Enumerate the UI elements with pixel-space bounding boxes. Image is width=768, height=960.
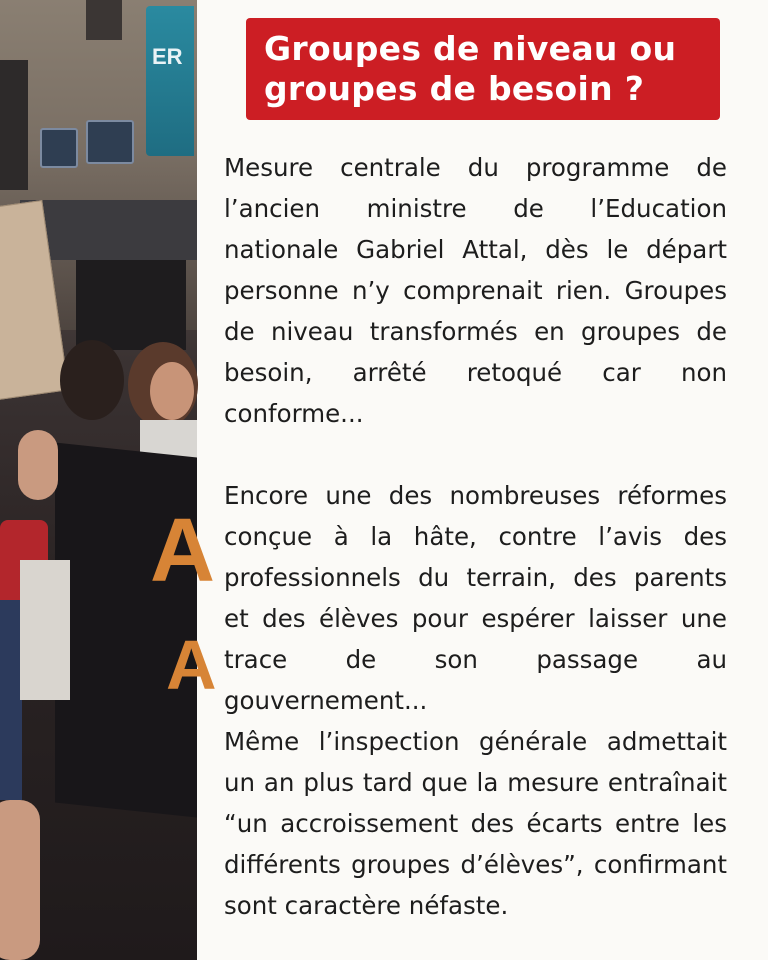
flag-letter: A bbox=[150, 501, 215, 601]
text-line: Mesure centrale du programme de bbox=[224, 153, 727, 182]
text-line: et des élèves pour espérer laisser une bbox=[224, 604, 727, 633]
title-banner bbox=[246, 18, 720, 120]
text-line: sont caractère néfaste. bbox=[224, 891, 509, 920]
text-line: personne n’y comprenait rien. Groupes bbox=[224, 276, 727, 305]
text-line: conçue à la hâte, contre l’avis des bbox=[224, 522, 727, 551]
text-line: un an plus tard que la mesure entraînait bbox=[224, 768, 727, 797]
protester-head bbox=[60, 340, 124, 420]
text-line: Même l’inspection générale admettait bbox=[224, 727, 727, 756]
text-line: conforme... bbox=[224, 399, 364, 428]
text-line: trace de son passage au bbox=[224, 645, 727, 674]
protester-face bbox=[150, 362, 194, 420]
building-window bbox=[86, 0, 122, 40]
protester-arm bbox=[0, 800, 40, 960]
paragraph-spacer bbox=[224, 434, 727, 475]
article-body bbox=[224, 147, 727, 926]
text-line: besoin, arrêté retoqué car non bbox=[224, 358, 727, 387]
title-line-2: groupes de besoin ? bbox=[264, 69, 645, 108]
text-line: Encore une des nombreuses réformes bbox=[224, 481, 727, 510]
paragraph-2 bbox=[224, 475, 727, 721]
shop-door bbox=[76, 260, 186, 350]
paragraph-1 bbox=[224, 147, 727, 434]
shop-sign bbox=[146, 6, 194, 156]
text-line: de niveau transformés en groupes de bbox=[224, 317, 727, 346]
shop-sign-text: ER bbox=[152, 44, 183, 69]
protester-arm bbox=[18, 430, 58, 500]
text-line: différents groupes d’élèves”, confirmant bbox=[224, 850, 727, 879]
text-line: professionnels du terrain, des parents bbox=[224, 563, 727, 592]
protester-jeans bbox=[0, 600, 22, 800]
protester-coat bbox=[20, 560, 70, 700]
street-plaque bbox=[40, 128, 78, 168]
text-line: “un accroissement des écarts entre les bbox=[224, 809, 727, 838]
flag-letter: A bbox=[166, 626, 217, 704]
text-line: gouvernement... bbox=[224, 686, 428, 715]
building-window bbox=[0, 60, 28, 190]
street-plaque bbox=[86, 120, 134, 164]
text-line: l’ancien ministre de l’Education bbox=[224, 194, 727, 223]
protest-photo bbox=[0, 0, 217, 960]
paragraph-3 bbox=[224, 721, 727, 926]
text-line: nationale Gabriel Attal, dès le départ bbox=[224, 235, 727, 264]
title-line-1: Groupes de niveau ou bbox=[264, 29, 677, 68]
